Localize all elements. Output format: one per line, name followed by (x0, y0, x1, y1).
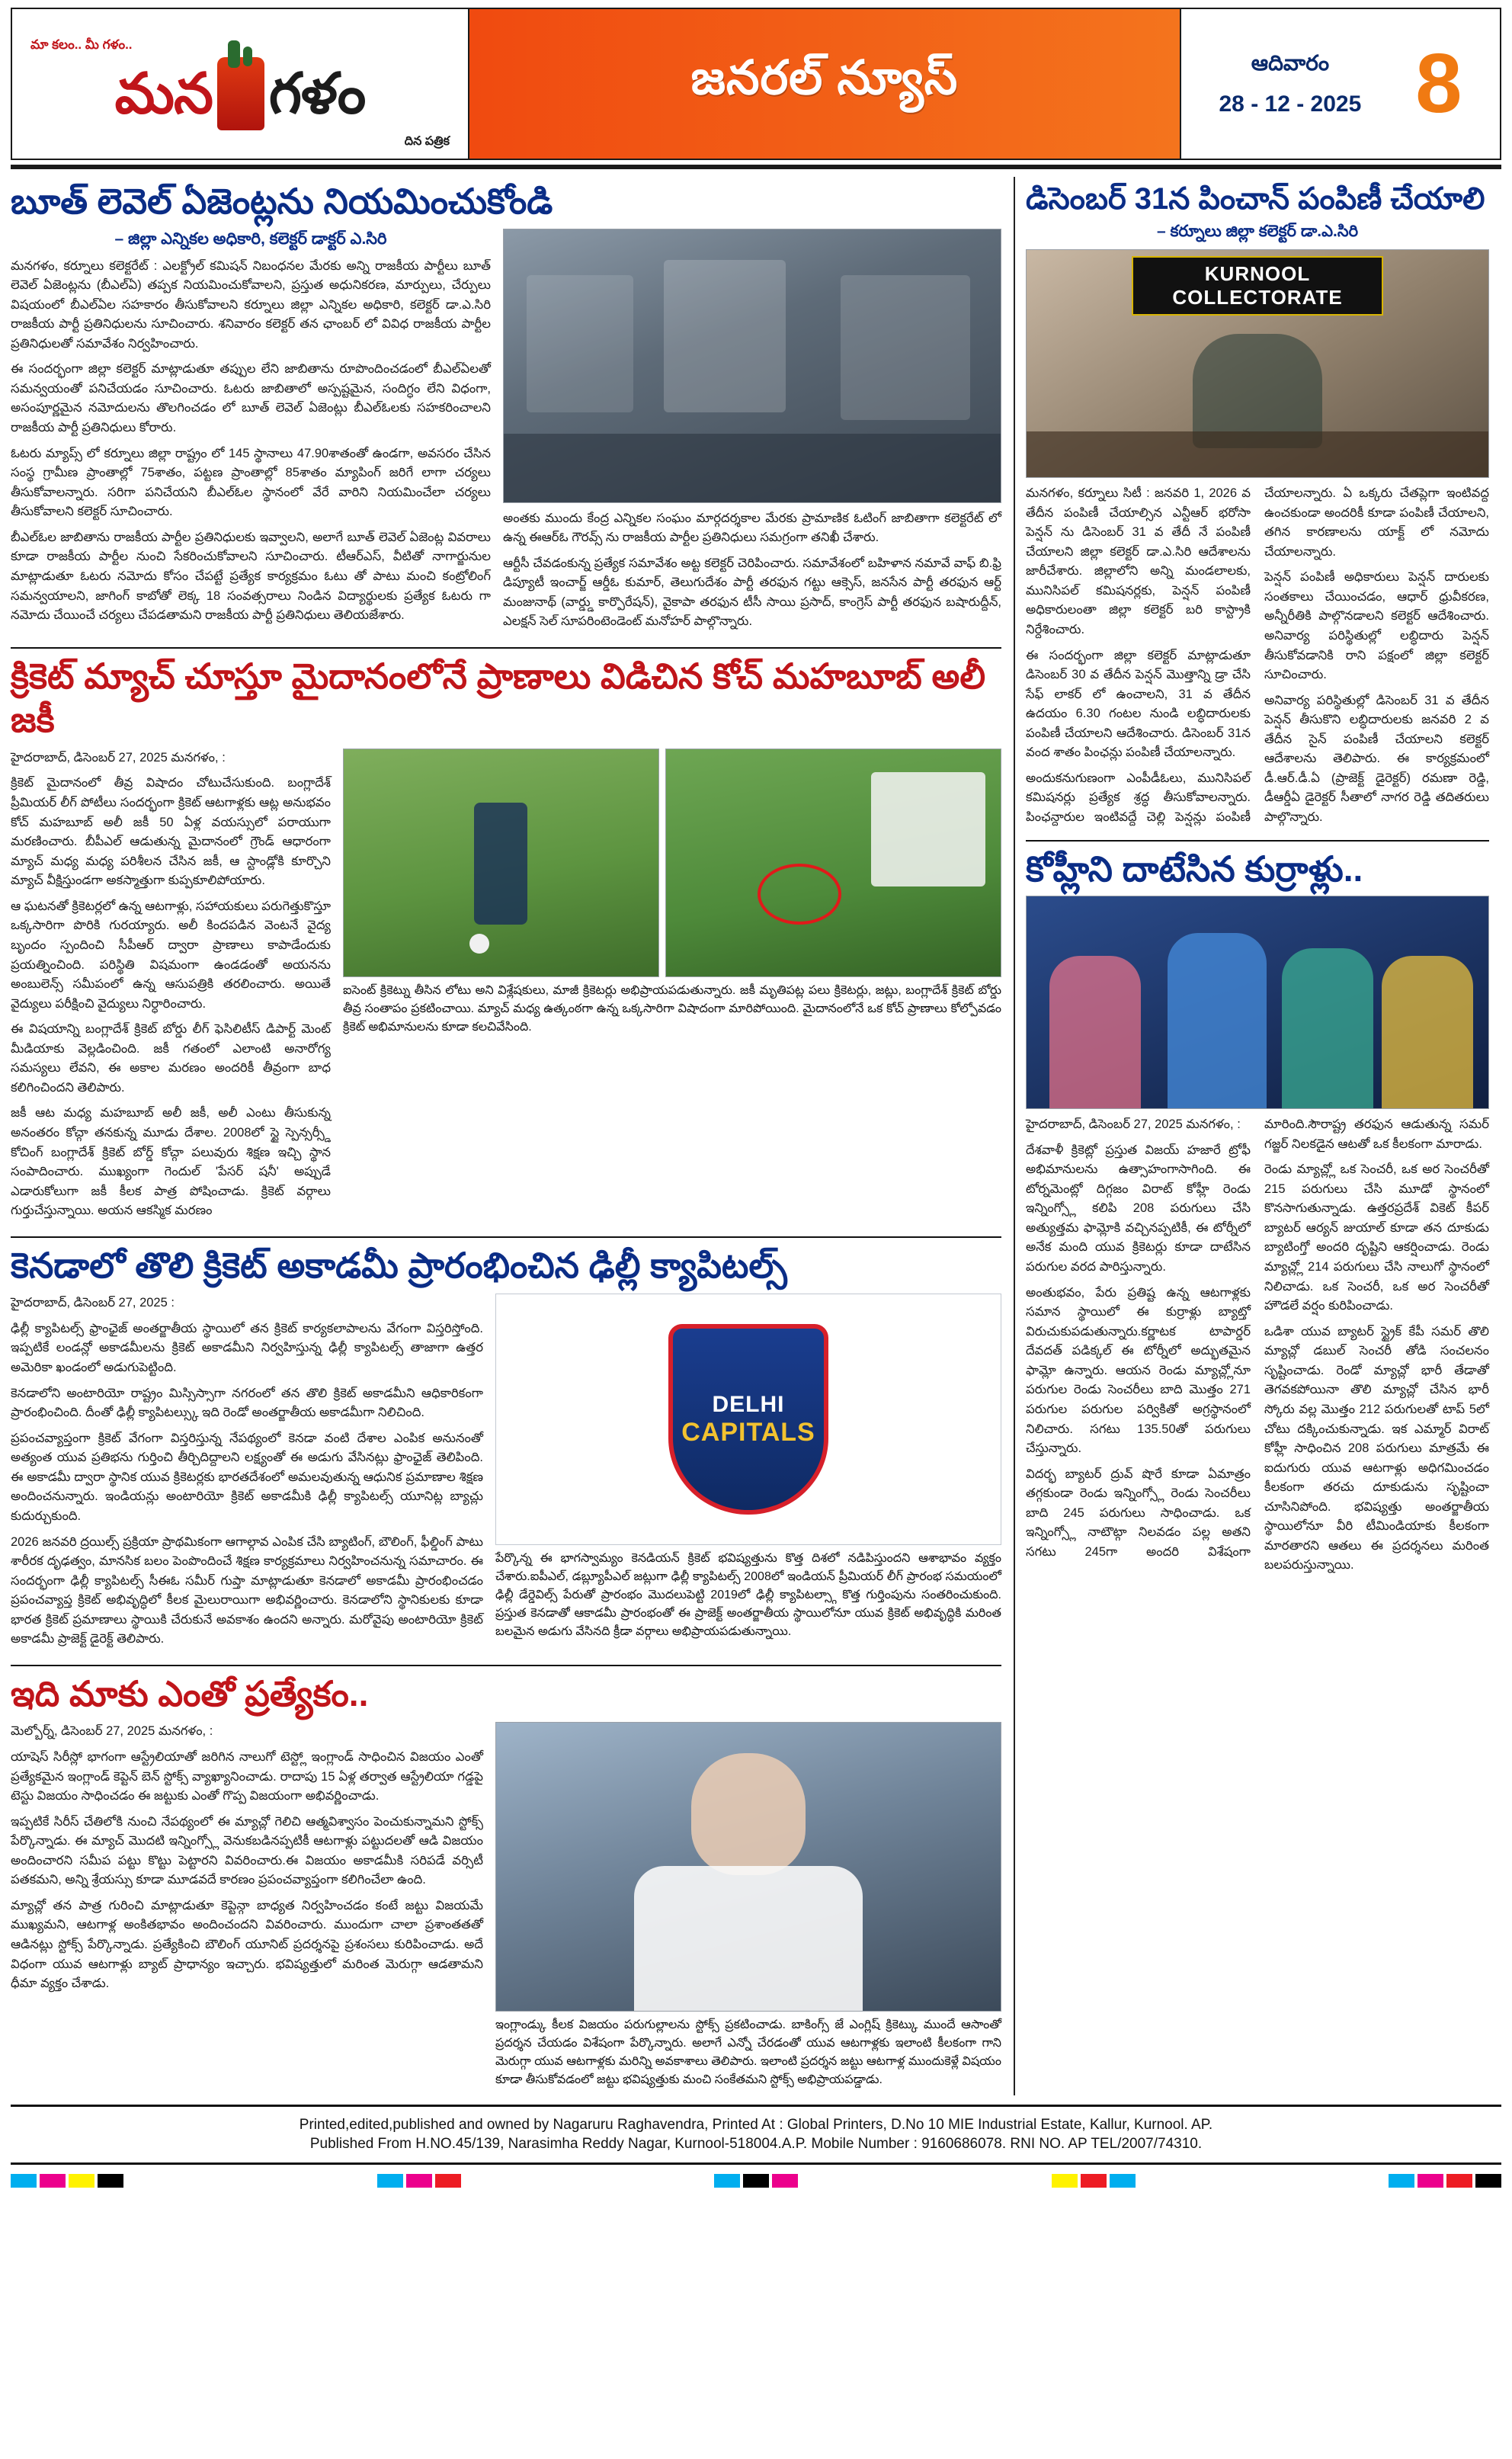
colorbar-red-4 (1081, 2174, 1107, 2188)
article-delhi-capitals (11, 1244, 1001, 1656)
coach-para-2: ఆ ఘటనతో క్రికెటర్లలో ఉన్న ఆటగాళ్లు, సహాయకులు పరుగెత్తుకొస్తూ ఒక్కసారిగా పొరికి గురయ్యారు. అలీ కిందపడిన వెంటనే వైద్య బృందం స్పందించి సీపీఆర్ ద్వారా ప్రాణాలు కాపాడేందుకు ప్రయత్నించింది. పరిస్థితి విషమంగా ఉండడంతో అయనను అంబులెన్స్ సమీపంలో ఉన్న ఆసుపత్రికి తరలించారు. అయితే వైద్యులు పరీక్షించి వైద్యులు నిర్ధారించారు. (11, 899, 331, 1011)
coach-headline: క్రికెట్ మ్యాచ్ చూస్తూ మైదానంలోనే ప్రాణాలు విడిచిన కోచ్ మహబూబ్ అలీ జకీ (11, 656, 986, 740)
photo-ambulance-scene (665, 749, 1001, 977)
coach-dateline: హైదరాబాద్, డిసెంబర్ 27, 2025 మనగళం, : (11, 750, 226, 765)
stokes-para-2: ఇప్పటికే సిరీస్ చేతిలోకి నుంచి నేపథ్యంలో ఈ మ్యాచ్లో గెలిచి ఆత్మవిశ్వాసం పెంచుకున్నామని స్టోక్స్ పేర్కొన్నాడు. ఈ మ్యాచ్ మొదటి ఇన్నింగ్స్లో వెనుకబడినప్పటికీ ఆటగాళ్లు పట్టుదలతో ఆడి విజయం అందించారని సమీప పట్టు కొట్టు పెట్టారని వివరించారు.ఈ విజయం అకాడమీకి సరిపడే వర్సిటీ పతకమని, అన్ని శ్రేయస్సు కూడా మూడవదే కారణం ప్రపంచవ్యాప్తంగా కలిగించేలా ఉంది. (11, 1814, 483, 1887)
colorbar-group-2 (377, 2174, 461, 2188)
colorbar-black (98, 2174, 123, 2188)
coach-para-4: జకీ ఆట మధ్య మహబూబ్ అలీ జకీ, అలీ ఎంటు తీసుకున్న అనంతరం కోచ్గా తనకున్న మూడు దేశాల. 2008లో స్టై స్పెన్సర్స్డీ కోచింగ్ బంగ్లాదేశ్ క్రికెట్ బోర్డ్ కోచ్గా పలువురు శిక్షణ ఇచ్చి స్థాన సంపాదించారు. ముఖ్యంగా గెందుల్ 'పేసర్ షనీ' అప్పుడే ఎడారుకోలుగా జకీ కీలక పాత్ర పోషించాడు. క్రికెట్ వర్గాలు గుర్తుచేస్తున్నాయి. అయన ఆకస్మిక మరణం (11, 1106, 331, 1218)
colorbar-cyan-4 (1110, 2174, 1136, 2188)
lead-para-4: బీఎల్ఓల జాబితాను రాజకీయ పార్టీల ప్రతినిధులకు ఇవ్వాలని, అలాగే బూత్ లెవెల్ ఏజెంట్ల వివరాలు కూడా రాజకీయ పార్టీల నుంచి సేకరించుకోవాలని సూచించారు. టీఆర్ఎస్, వీటితో నాగార్జునుల మాట్లాడుతూ ఓటరు నమోదు కోసం చేపట్టే ప్రత్యేక కార్యక్రమం ఓటు తో పాటు మంచి కంట్రోలింగ్ సమన్వయాలని, జాగింగ్ కాబోతో లెక్క 18 సంవత్సరాలు నిండిన విద్యార్థులకు ప్రత్యేక ఓటరు గా నమోదు చేయించే చర్యలు చేపడతామని రాజకీయ పార్టీ ప్రతినిధులు తెలియజేశారు. (11, 530, 491, 623)
masthead-divider (11, 165, 1501, 169)
colorbar-group-3 (714, 2174, 798, 2188)
date-block (1219, 51, 1362, 117)
coach-caption: ఐసెంట్ క్రికెట్ను తీసిన లోటు అని విశ్లేషకులు, మాజీ క్రికెటర్లు అభిప్రాయపడుతున్నారు. జకీ మృతిపట్ల పలు క్రికెటర్లు, జట్లు, బంగ్లాదేశ్ క్రికెట్ బోర్డు తీవ్ర సంతాపం ప్రకటించాయి. మ్యాచ్ మధ్య ఉత్కంఠగా ఉన్న ఒక్కసారిగా విషాదంగా మారిపోయింది. మైదానంలోనే ఒక కోచ్ ప్రాణాలు కోల్పోవడం క్రికెట్ అభిమానులను కూడా కలచివేసింది. (343, 983, 1001, 1034)
kohli-para-4: రెండు మ్యాచ్ల్లో ఒక సెంచరీ, ఒక అర సెంచరీతో 215 పరుగులు చేసి మూడో స్థానంలో కొనసాగుతున్నాడు. ఉత్తరప్రదేశ్ వికెట్ కీపర్ బ్యాటర్ ఆర్యన్ జుయాల్ కూడా తన దూకుడు బ్యాటింగ్తో అందరి దృష్టిని ఆకర్షించాడు. రెండు మ్యాచ్ల్లో 214 పరుగులు చేసి నాలుగో స్థానంలో నిలిచాడు. ఒక సెంచరీ, ఒక అర సెంచరీతో హౌడలే వర్షం కురిపించాడు. (1264, 1162, 1489, 1313)
article-coach (11, 655, 1001, 1227)
kohli-para-3: విదర్భ బ్యాటర్ ద్రువ్ షొరే కూడా ఏమాత్రం తగ్గకుండా రెండు ఇన్నింగ్స్లో రెండు సెంచరీలు బాది 245 పరుగులు సాధించాడు. ఒక ఇన్నింగ్స్లో నాటౌట్గా నిలవడం పల్ల అతని సగటు 245గా అందరి విశేషంగా మారింది.సౌరాష్ట్ర తరఫున ఆడుతున్న సమర్ గజ్జర్ నిలకడైన ఆటతో ఒక కీలకంగా మారాడు. (1026, 1117, 1489, 1559)
date-label: 28 - 12 - 2025 (1219, 91, 1362, 117)
page-body (11, 177, 1501, 2095)
footer-line-2: Published From H.NO.45/139, Narasimha Reddy Nagar, Kurnool-518004.A.P. Mobile Number : 9160686078. RNI NO. AP TEL/2007/74310. (309, 2136, 1203, 2153)
colorbar-magenta (40, 2174, 66, 2188)
stokes-para-3: మ్యాచ్లో తన పాత్ర గురించి మాట్లాడుతూ కెప్టెన్గా బాధ్యత నిర్వహించడం కంటే జట్టు విజయమే ముఖ్యమని, ఆటగాళ్ల అంకితభావం అందించందని వివరించారు. ముందుగా చాలా ప్రశాంతతతో ఆడినట్లు స్టోక్స్ పేర్కొన్నాడు. ప్రత్యేకించి బౌలింగ్ యూనిట్ ప్రదర్శనపై ప్రశంసలు కురిపించాడు. అదే విధంగా యువ ఆటగాళ్లు బ్యాట్ ప్రాధాన్యం ఇచ్చారు. భవిష్యత్తులో మరింత మెరుగ్గా ఆడతామని ధీమా వ్యక్తం చేశాడు. (11, 1898, 483, 1991)
colorbar-cyan-2 (377, 2174, 403, 2188)
dc-dateline: హైదరాబాద్, డిసెంబర్ 27, 2025 : (11, 1296, 175, 1310)
highlight-circle-icon (758, 864, 841, 925)
colorbar-group-5 (1389, 2174, 1501, 2188)
pension-para-1: మనగళం, కర్నూలు సిటీ : జనవరి 1, 2026 వ తేదీన పంపిణీ చేయాల్సిన ఎన్టీఆర్ భరోసా పెన్షన్ ను డిసెంబర్ 31 వ తేదీ నే పంపిణీ చేయాలని జిల్లా కలెక్టర్ డా.ఎ.సిరి ఆదేశాలను జారీచేశారు. జిల్లాలోని అన్ని మండలాలకు, మునిసిపల్ కమిషనర్లకు, పెన్షన్ పంపిణీ అధికారులంతా జిల్లా కలెక్టర్ బరి కాస్ట్రాకి నిర్దేశించారు. (1026, 486, 1251, 636)
divider-1 (11, 647, 1001, 649)
photo-collector-desk (1026, 249, 1489, 478)
lead-para-3: ఓటరు మ్యాప్స్ లో కర్నూలు జిల్లా రాష్ట్రం లో 145 స్థానాలు 47.90శాతంతో ఉండగా, అవసరం చేసిన సంస్థ గ్రామీణ ప్రాంతాల్లో 75శాతం, పట్టణ ప్రాంతాల్లో 85శాతం మ్యాపింగ్ జరిగే లాగా చర్యలు తీసుకోవాలన్నారు. సరిగా పనిచేయని బీఎల్ఓల స్థానంలో వేరే వారిని నియమించేలా చర్యలు తీసుకోవాలని కలెక్టర్ సూచించారు. (11, 446, 491, 519)
kohli-para-5: ఒడిశా యువ బ్యాటర్ స్ట్రైక్ కేపీ సమర్ తొలి మ్యాచ్లో డబుల్ సెంచరీ తోడి సంచలనం సృష్టించాడు. రెండో మ్యాచ్లో భారీ తేడాతో తెగవకపోయినా తొలి మ్యాచ్లో చేసిన భారీ స్కోరు వల్ల మొత్తం 212 పరుగులతో టాప్ 5లో చోటు దక్కించుకున్నాడు. ఇక ఎమ్మార్ విరాట్ కోహ్లీ సాధించిన 208 పరుగులు మాత్రమే ఈ ఐదుగురు యువ ఆటగాళ్లు అధిగమించడం కీలకంగా తరచు దూకుడును సృష్టించా చూసినిపోంది. భవిష్యత్తు అంతర్జాతీయ స్థాయిలోనూ వీరి టీమిండియాకు కీలకంగా మారతారని ఆతలు ఈ ప్రదర్శనలు మరింత బలపరుస్తున్నాయి. (1264, 1324, 1489, 1573)
masthead (11, 8, 1501, 160)
article-lead (11, 180, 1001, 638)
stokes-para-1: యాషెస్ సిరీస్లో భాగంగా ఆస్ట్రేలియాతో జరిగిన నాలుగో టెస్ట్లో ఇంగ్లాండ్ సాధించిన విజయం ఎంతో ప్రత్యేకమైన ఇంగ్లాండ్ కెప్టెన్ బెన్ స్టోక్స్ వ్యాఖ్యానించాడు. రాదాపు 15 ఏళ్ల తర్వాత ఆస్ట్రేలియా గడ్డపై టెస్టు విజయం సాధించడం ఈ జట్టుకు ఎంతో గొప్ప విజయంగా అభివర్ణించాడు. (11, 1749, 483, 1803)
divider-2 (11, 1236, 1001, 1238)
article-pension (1026, 180, 1489, 831)
pension-kicker: – కర్నూలు జిల్లా కలెక్టర్ డా.ఎ.సిరి (1156, 223, 1359, 240)
divider-3 (11, 1665, 1001, 1666)
dc-para-3: ప్రపంచవ్యాప్తంగా క్రికెట్ వేగంగా విస్తరిస్తున్న నేపథ్యంలో కెనడా వంటి దేశాల ఎంపిక అనునంతో అత్యంత యువ ప్రతిభను గుర్తించి తీర్చిదిద్దాలని లక్ష్యంతో ఈ అడుగు వేసినట్లు ఫ్రాంఛైజ్ తెలిపింది. ఈ అకాడమీ ద్వారా స్థానిక యువ క్రికెటర్లకు భారతదేశంలో అమలవుతున్న ఆధునిక ప్రమాణాల శిక్షణ అందించనున్నారు. ఇండియన్లు అంటారియో క్రికెట్ అకాడమీకి ఢిల్లీ క్యాపిటల్స్ యూనిట్ల బ్యాచ్లు కుదుర్చుకుంది. (11, 1431, 483, 1523)
lead-para-2: ఈ సందర్భంగా జిల్లా కలెక్టర్ మాట్లాడుతూ తప్పుల లేని జాబితాను రూపొందించడంలో బీఎల్ఏలతో సమన్వయంతో పనిచేయడం సూచించారు. ఓటరు జాబితాలో అస్పష్టమైన, సందిగ్ధం లేని విధంగా, అసంపూర్ణమైన నమోదులను తొలగించడం లో బూత్ లెవెల్ ఏజెంట్లు బీఎల్ఓలకు సహకరించాలని రాజకీయ పార్టీ ప్రతినిధులు కోరారు. (11, 362, 491, 434)
colorbar-red-5 (1446, 2174, 1472, 2188)
article-kohli (1026, 848, 1489, 1576)
day-label: ఆదివారం (1251, 50, 1330, 75)
lead-para-1: మనగళం, కర్నూలు కలెక్టరేట్ : ఎలక్ట్రోల్ కమిషన్ నిబంధనల మేరకు అన్ని రాజకీయ పార్టీలు బూత్ లెవెల్ ఏజెంట్లను (బీఎల్ఏ) తప్పక నియమించుకోవాలని, ప్రస్తుత అధునికరణ, మార్పులు, చేర్పులు విషయంలో బీఎల్ఏల సహకారం తీసుకోవాలని కర్నూలు జిల్లా ఎన్నికల అధికారి, కలెక్టర్ డా.ఎ.సిరి రాజకీయ పార్టీ ప్రతినిధులను సూచించారు. శనివారం కలెక్టర్ తన ఛాంబర్ లో వివిధ రాజకీయ పార్టీల ప్రతినిధులతో సమావేశం నిర్వహించారు. (11, 258, 491, 351)
pension-body (1026, 484, 1489, 831)
lead-headline: బూత్ లెవెల్ ఏజెంట్లను నియమించుకోండి (11, 181, 553, 221)
color-registration-bars (11, 2174, 1501, 2188)
article-stokes (11, 1672, 1001, 2096)
colorbar-magenta-3 (772, 2174, 798, 2188)
masthead-tagline: మా కలం.. మీ గళం.. (30, 37, 133, 52)
lead-kicker: – జిల్లా ఎన్నికల అధికారి, కలెక్టర్ డాక్టర్ ఎ.సిరి (114, 229, 387, 248)
lead-para-5: అంతకు ముందు కేంద్ర ఎన్నికల సంఘం మార్గదర్శకాల మేరకు ప్రామాణిక ఓటింగ్ జాబితాగా కలెక్టరేట్ లో ఉన్న ఈఆర్ఓ గౌరవ్స్ ను రాజకీయ పార్టీల ప్రతినిధులు సమగ్రంగా తనిఖీ చేశారు. (503, 511, 1001, 545)
dc-headline: కెనడాలో తొలి క్రికెట్ అకాడమీ ప్రారంభించిన ఢిల్లీ క్యాపిటల్స్ (11, 1245, 787, 1285)
colorbar-black-5 (1475, 2174, 1501, 2188)
pension-para-3: అందుకనుగుణంగా ఎంపీడీఓలు, మునిసిపల్ కమిషనర్లు ప్రత్యేక శ్రద్ధ తీసుకోవాలన్నారు. పింఛన్దారుల ఇంటివద్దే చెల్లి పెన్షన్లు పంపిణీ చేయాలన్నారు. ఏ ఒక్కరు చేతప్లెగా ఇంటివద్ద ఉంచకుండా అందరికీ కూడా పంపిణీ చేయాలని, తగిన కారణాలను యాక్ట్ లో నమోదు చేయాలన్నారు. (1026, 486, 1489, 824)
colorbar-magenta-2 (406, 2174, 432, 2188)
colorbar-cyan (11, 2174, 37, 2188)
colorbar-yellow-4 (1052, 2174, 1078, 2188)
masthead-logo (12, 9, 469, 159)
stokes-dateline: మెల్బోర్న్, డిసెంబర్ 27, 2025 మనగళం, : (11, 1724, 213, 1739)
page-number: 8 (1415, 37, 1462, 130)
photo-delhi-capitals-logo (495, 1294, 1001, 1545)
masthead-word-1: మన (114, 62, 213, 125)
masthead-date-block (1180, 9, 1500, 159)
colorbar-cyan-5 (1389, 2174, 1414, 2188)
kohli-dateline: హైదరాబాద్, డిసెంబర్ 27, 2025 మనగళం, : (1026, 1117, 1241, 1132)
lead-para-6: ఆర్టీసీ చేవడంకున్న ప్రత్యేక సమావేశం అట్ట కలెక్టర్ చెరిపించారు. సమావేశంలో బహిళాన నమావే వాఫ్ బి.ఫ్రి డిప్యూటీ ఇంచార్జ్ ఆర్డీఓ కుమార్, తెలుగుదేశం పార్టీ తరఫున గట్టు ఆక్సెస్, జనసేన పార్టీ తరఫున ఆర్ట్ మంజునాథ్ (వార్డ్డు కార్పొరేషన్), వైకాపా తరఫున టీసీ సాయి ప్రసాద్, కాంగ్రెస్ పార్టీ తరఫున బషారుద్దీన్, ఎలక్షన్ సెల్ సూపరింటెండెంట్ మనోహర్ పాల్గొన్నారు. (503, 556, 1001, 629)
photo-batters-celebration (1026, 896, 1489, 1109)
colorbar-yellow (69, 2174, 94, 2188)
masthead-subtitle: దిన పత్రిక (404, 135, 450, 148)
footer-imprint (11, 2105, 1501, 2165)
colorbar-cyan-3 (714, 2174, 740, 2188)
dc-logo-line-2: CAPITALS (681, 1417, 815, 1447)
colorbar-group-4 (1052, 2174, 1136, 2188)
section-title-text: జనరల్ న్యూస్ (690, 52, 959, 104)
collectorate-sign: KURNOOL COLLECTORATE (1132, 256, 1383, 316)
left-column (11, 177, 1001, 2095)
dc-para-4: 2026 జనవరి ద్రయిల్స్ ప్రక్రియా ప్రాథమికంగా ఆగాల్గావ ఎంపిక చేసి బ్యాటింగ్, బౌలింగ్, ఫీల్డింగ్ పాటు శారీరక దృఢత్వం, మానసిక బలం పెంపొందించే శిక్షణ కార్యక్రమాలు నిర్వహించనున్న సమాచారం. ఈ సందర్భంగా ఢిల్లీ క్యాపిటల్స్ సీఈఓ సమీర్ గుప్తా మాట్లాడుతూ కెనడాలో అకాడమీ ప్రారంభించడం ప్రపంచవ్యాప్త క్రికెట్ అభివృద్ధిలో కీలక మైలురాయిగా అభివర్ణించారు. కెనడాలోని స్థానికులకు కూడా భారత క్రికెట్ ప్రమాణాలు స్థాయికి చేరుకునే అవకాశం ఉందని అన్నారు. మరోవైపు అంటారియో క్రికెట్ అకాడమీ ప్రాజెక్ట్ డైరెక్ట్ తెలిపారు. (11, 1534, 483, 1646)
kohli-para-2: అంతుభవం, పేరు ప్రతిష్ట ఉన్న ఆటగాళ్లకు సమాన స్థాయిలో ఈ కుర్రాళ్లు బ్యాట్తో విరుచుకుపడుతున్నారు.కర్ణాటక టాపార్డర్ దేవదత్ పడిక్కల్ ఈ టోర్నీలో అద్భుతమైన ఫామ్లో ఉన్నారు. ఆయన రెండు మ్యాచ్ల్లోనూ పరుగుల రెండు సెంచరీలు బాది మొత్తం 271 పరుగుల పరుగుల పర్వికితో అగ్రస్థానంలో నిలిచారు. సగటు 135.50తో పరుగులు చేస్తున్నారు. (1026, 1285, 1251, 1456)
divider-right-1 (1026, 840, 1489, 842)
stokes-headline: ఇది మాకు ఎంతో ప్రత్యేకం.. (11, 1673, 369, 1714)
masthead-section-title (469, 9, 1180, 159)
photo-ben-stokes (495, 1722, 1001, 2012)
pension-headline: డిసెంబర్ 31న పించాన్ పంపిణీ చేయాలి (1026, 182, 1485, 216)
kohli-body (1026, 1115, 1489, 1576)
colorbar-magenta-5 (1418, 2174, 1443, 2188)
kohli-para-1: దేశవాళీ క్రికెట్లో ప్రస్తుత విజయ్ హజారే ట్రోఫీ అభిమానులను ఉత్సాహంగాసాగింది. ఈ టోర్నమెంట్లో దిగ్గజం విరాట్ కోహ్లీ రెండు ఇన్నింగ్స్లో కలిపి 208 పరుగులు చేసి అత్యుత్తమ ఫామ్లోకి వచ్చినప్పటికీ, ఈ టోర్నీలో అనేక మంది యువ క్రికెటర్లు కూడా దాటేసిన పరుగుల వరద పారిస్తున్నారు. (1026, 1143, 1251, 1274)
masthead-word-2: గళం (268, 62, 366, 125)
footer-line-1: Printed,edited,published and owned by Nagaruru Raghavendra, Printed At : Global Printers, D.No 10 MIE Industrial Estate, Kallur, Kurnool. AP. (299, 2117, 1213, 2134)
kohli-headline: కోహ్లీని దాటేసిన కుర్రాళ్లు.. (1026, 848, 1363, 889)
dc-caption: పేర్కొన్న ఈ భాగస్వామ్యం కెనడియన్ క్రికెట్ భవిష్యత్తును కొత్త దిశలో నడిపిస్తుందని ఆశాభావం వ్యక్తం చేశారు.ఐపీఎల్, డబ్ల్యూపీఎల్ జట్లుగా ఢిల్లీ క్యాపిటల్స్ 2008లో ఇండియన్ ప్రీమియర్ లీగ్ ప్రారంభ సమయంలో ఢిల్లీ డేర్డెవిల్స్ పేరుతో ప్రారంభం మొదలుపెట్టి 2019లో ఢిల్లీ క్యాపిటల్స్గా కొత్త గుర్తింపును సంతరించుకుంది. ప్రస్తుత కెనడాతో ఆకాడమీ ప్రారంభంతో ఈ ప్రాజెక్ట్ అంతర్జాతీయ స్థాయిలోనూ యువ క్రికెట్ అభివృద్ధికి మరింత బలమైన అడుగు వేసినది క్రీడా వర్గాలు అభిప్రాయపడుతున్నాయి. (495, 1552, 1001, 1639)
colorbar-black-3 (743, 2174, 769, 2188)
stokes-caption: ఇంగ్లాండ్కు కీలక విజయం పరుగుల్లాలను స్టోక్స్ ప్రకటించాడు. బాకింగ్స్ జే ఎంగ్లిష్ క్రికెట్కు ముందే ఆసాంతో ప్రదర్శన చేయడం విశేషంగా పేర్కొన్నారు. అలాగే ఎన్నో చేరడంతో యువ ఆటగాళ్లకు ఇలాంటి కీలకంగా గాని మెరుగ్గా యువ ఆటగాళ్లకు మరిన్ని అవకాశాలు తెలిపారు. ఇలాంటి ప్రదర్శన జట్టు ఆటగాళ్ల ముందుకెళ్లే విషయం కూడా తీసుకోవడంలో జట్టు భవిష్యత్తుకు మంచి సంకేతమని స్టోక్స్ అభిప్రాయపడ్డాడు. (495, 2018, 1001, 2087)
dc-logo-line-1: DELHI (712, 1391, 785, 1417)
pension-para-2: ఈ సందర్భంగా జిల్లా కలెక్టర్ మాట్లాడుతూ డిసెంబర్ 30 వ తేదీన పెన్షన్ మొత్తాన్ని డ్రా చేసి సేఫ్ లాకర్ లో ఉంచాలని, 31 వ తేదీన ఉదయం 6.30 గంటల నుండి లబ్ధిదారులకు పంపిణీ చేయాలని ఆదేశించారు. డిసెంబర్ 31న వంద శాతం పింఛన్లు పంపిణీ చేయాలన్నారు. (1026, 648, 1251, 760)
dc-para-2: కెనడాలోని అంటారియో రాష్ట్రం మిస్సిస్సాగా నగరంలో తన తొలి క్రికెట్ అకాడమీని ఆధికారికంగా ప్రారంభించింది. దీంతో ఢిల్లీ క్యాపిటల్స్కు ఇది రెండో అంతర్జాతీయ అకాడమీగా నిలిచింది. (11, 1386, 483, 1420)
right-column (1014, 177, 1489, 2095)
coach-para-1: క్రికెట్ మైదానంలో తీవ్ర విషాదం చోటుచేసుకుంది. బంగ్లాదేశ్ ప్రీమియర్ లీగ్ పోటీలు సందర్భంగా క్రికెట్ ఆటగాళ్లకు ఆట్ల అనుభవం కోచ్ మహబూబ్ అలీ జకీ 50 ఏళ్ల వయస్సులో పరాయుగా మరణించారు. బీపీఎల్ ఆడుతున్న మైదానంలో గ్రౌండ్ ఆధారంగా మ్యాచ్ మధ్య మధ్య పరిశీలన చేసిన జకీ, ఆ స్టాండ్లోకి కూర్చొని మ్యాచ్ వీక్షిస్తుండగా అకస్మాత్తుగా కుప్పకూలిపోయారు. (11, 776, 331, 888)
pension-para-5: అనివార్య పరిస్థితుల్లో డిసెంబర్ 31 వ తేదీన పెన్షన్ తీసుకొని లబ్ధిదారులకు జనవరి 2 వ తేదీన సైన్ పంపిణీ చేయాలని కలెక్టర్ ఆదేశాలను తెలిపారు. ఈ కార్యక్రమంలో డీ.ఆర్.డీ.ఏ (ప్రాజెక్ట్ డైరెక్టర్) రమణా రెడ్డి, డీఆర్డీఏ డైరెక్టర్ సీతాలో నాగర రెడ్డి తదితరులు పాల్గొన్నారు. (1264, 693, 1489, 824)
masthead-title-row (20, 57, 460, 130)
colorbar-group-1 (11, 2174, 123, 2188)
photo-collector-meeting (503, 229, 1001, 503)
photo-coach-ground (343, 749, 659, 977)
colorbar-red-2 (435, 2174, 461, 2188)
fist-icon (217, 57, 264, 130)
coach-para-3: ఈ విషయాన్ని బంగ్లాదేశ్ క్రికెట్ బోర్డు లీగ్ ఫెసిలిటీస్ డిపార్ట్ మెంట్ మీడియాకు వెల్లడించింది. జకీ గతంలో ఎలాంటి అనారోగ్య సమస్యలు లేవని, ఈ అకాల మరణం అందరికీ తీవ్రంగా బాధ కలిగించిందని తెలిపారు. (11, 1022, 331, 1095)
dc-para-1: ఢిల్లీ క్యాపిటల్స్ ఫ్రాంఛైజ్ అంతర్జాతీయ స్థాయిలో తన క్రికెట్ కార్యకలాపాలను వేగంగా విస్తరిస్తోంది. ఇప్పటికే లండన్లో అకాడమీలను క్రికెట్ అకాడమీని నిర్వహిస్తున్న ఢిల్లీ క్యాపిటల్స్ తాజాగా ఉత్తర అమెరికా ఖండంలో అడుగుపెట్టింది. (11, 1321, 483, 1374)
delhi-capitals-shield-icon (668, 1324, 828, 1515)
pension-para-4: పెన్షన్ పంపిణీ అధికారులు పెన్షన్ దారులకు సంతకాలు చేయించడం, ఆధార్ ధ్రువీకరణ, అన్నీరీతికి పాల్గొనడాలని కలెక్టర్ ఆదేశించారు. అనివార్య పరిస్థితుల్లో లబ్ధిదారు పెన్షన్ తీసుకోవడానికి రాని పక్షంలో జిల్లా కలెక్టర్ సూచించారు. (1264, 570, 1489, 682)
